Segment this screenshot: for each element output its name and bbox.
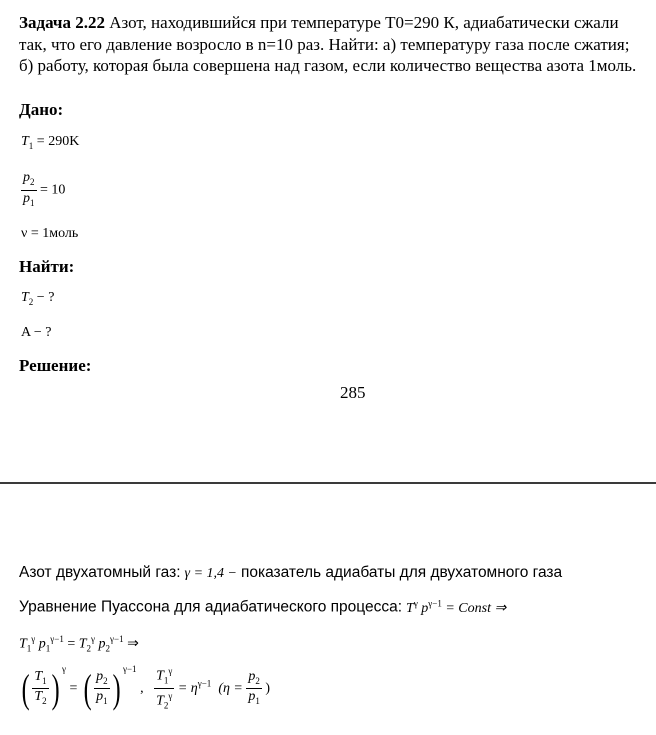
eta-fraction: $\frac{p_2}{p_1}$ [248, 668, 260, 707]
equation-state-equality: $T_1^\gamma$ $p_1^{\gamma-1} = T_2^\gamma$ $p_2^{\gamma-1}$ ⇒ [19, 634, 139, 654]
gas-type-line: Азот двухатомный газ: γ = 1,4 − показатель адиабаты для двухатомного газа [19, 564, 563, 581]
find-heading: Найти: [19, 257, 75, 276]
pressure-fraction-2: $\frac{p_2}{p_1}$ [96, 668, 108, 707]
find-t2: $T_2$ − ? [21, 290, 55, 307]
problem-statement [19, 12, 639, 77]
temperature-fraction: $\frac{T_1}{T_2}$ [34, 668, 47, 707]
poisson-line: Уравнение Пуассона для адиабатического процесса: $T^\gamma$ $p^{\gamma-1}$ = Const ⇒ [19, 598, 507, 616]
given-heading: Дано: [19, 100, 64, 119]
page-2 [0, 484, 656, 735]
poisson-equation: $T^\gamma$ $p^{\gamma-1}$ = Const ⇒ [406, 598, 507, 616]
equation-ratio: ( $\frac{T_1}{T_2}$ ) $^\gamma$ = ( $\frac{p_2}{p_1}$ ) $^{\gamma-1}$ , $\frac{T_1^\gamma}{T_2^\gamma}$ = $\eta^{\gamma-1}$ (η = $\frac{p_2}{p_1}$ ) [19, 664, 270, 714]
problem-label: Задача 2.22 [19, 13, 105, 32]
solution-heading: Решение: [19, 356, 92, 375]
find-work: A − ? [21, 325, 52, 340]
given-t1: $T_1 = 290K$ [21, 134, 80, 151]
given-amount: ν = 1моль [21, 226, 79, 241]
pressure-fraction: $\frac{p_2}{p_1}$ [23, 170, 35, 208]
given-pressure-ratio: $\frac{p_2}{p_1}$ = 10 [21, 170, 65, 211]
page-number: 285 [340, 383, 366, 402]
problem-text: Азот, находившийся при температуре Т0=290 К, адиабатически сжали так, что его давление возросло в n=10 раз. Найти: а) температуру газа после сжатия; б) работу, которая была совершена над газом, если количество вещества азота 1моль. [19, 13, 637, 75]
temperature-power-fraction: $\frac{T_1^\gamma}{T_2^\gamma}$ [156, 666, 173, 711]
